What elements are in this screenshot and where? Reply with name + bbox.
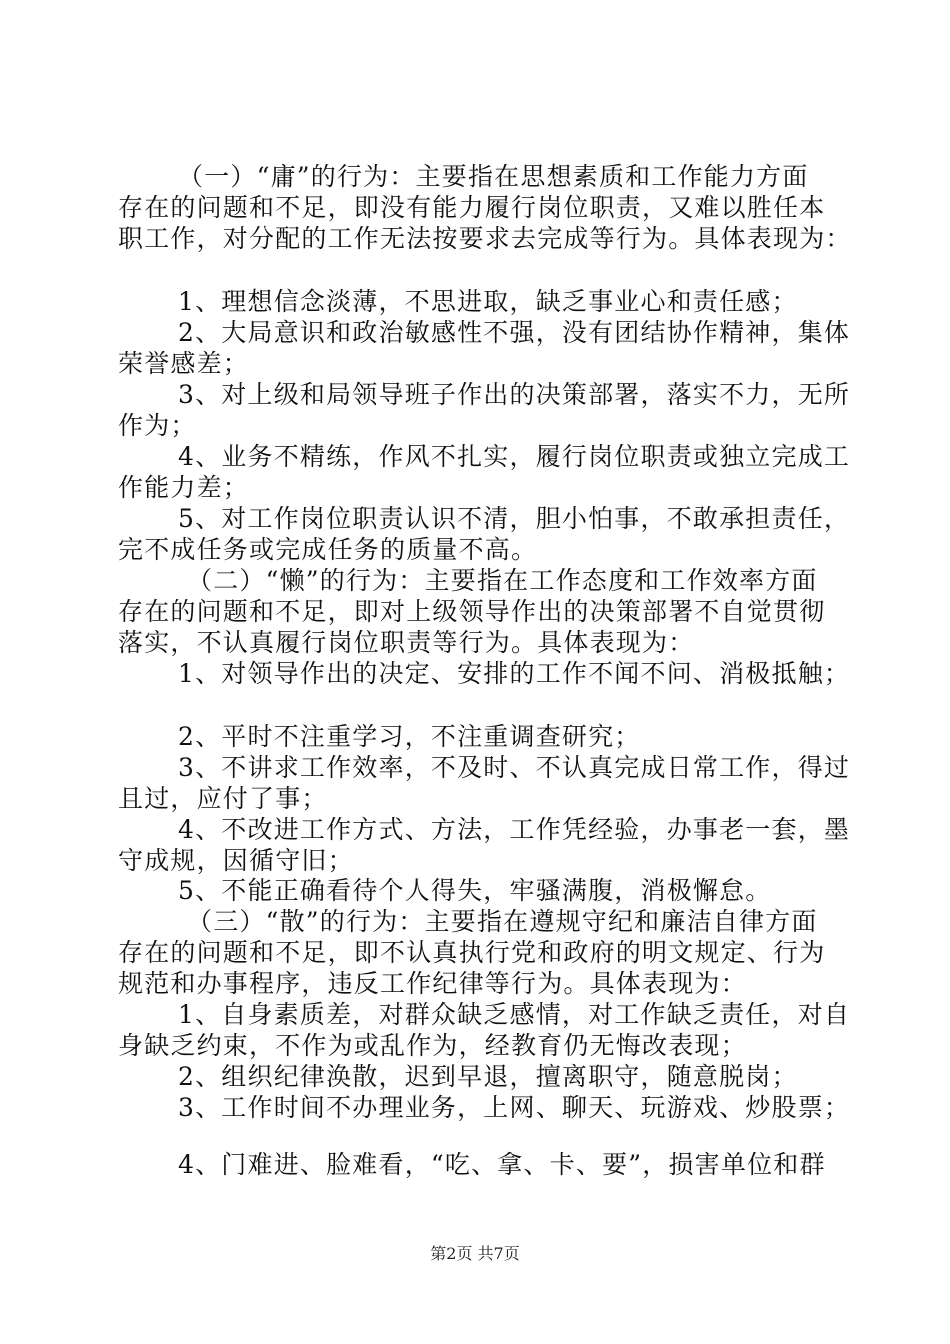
- text-line: 3、工作时间不办理业务，上网、聊天、玩游戏、炒股票；: [178, 1093, 851, 1122]
- text-line: 荣誉感差；: [118, 349, 250, 378]
- text-line: 职工作，对分配的工作无法按要求去完成等行为。具体表现为：: [118, 224, 852, 253]
- text-line: 守成规，因循守旧；: [118, 846, 354, 875]
- text-line: 作为；: [118, 411, 197, 440]
- text-line: （三）“散”的行为：主要指在遵规守纪和廉洁自律方面: [187, 907, 818, 936]
- text-line: 规范和办事程序，违反工作纪律等行为。具体表现为：: [118, 969, 747, 998]
- text-line: 4、业务不精练，作风不扎实，履行岗位职责或独立完成工: [178, 442, 851, 471]
- text-line: 2、平时不注重学习，不注重调查研究；: [178, 722, 641, 751]
- text-line: 且过，应付了事；: [118, 784, 328, 813]
- text-line: 完不成任务或完成任务的质量不高。: [118, 535, 538, 564]
- text-line: 1、理想信念淡薄，不思进取，缺乏事业心和责任感；: [178, 287, 798, 316]
- text-line: 2、组织纪律涣散，迟到早退，擅离职守，随意脱岗；: [178, 1062, 798, 1091]
- text-line: 存在的问题和不足，即不认真执行党和政府的明文规定、行为: [118, 938, 826, 967]
- text-line: 作能力差；: [118, 473, 250, 502]
- text-line: 身缺乏约束，不作为或乱作为，经教育仍无悔改表现；: [118, 1031, 747, 1060]
- text-line: （二）“懒”的行为：主要指在工作态度和工作效率方面: [187, 566, 818, 595]
- text-line: 存在的问题和不足，即没有能力履行岗位职责，又难以胜任本: [118, 193, 826, 222]
- text-line: 落实，不认真履行岗位职责等行为。具体表现为：: [118, 628, 695, 657]
- text-line: 5、对工作岗位职责认识不清，胆小怕事，不敢承担责任，: [178, 504, 851, 533]
- text-line: 1、对领导作出的决定、安排的工作不闻不问、消极抵触；: [178, 659, 851, 688]
- text-line: 5、不能正确看待个人得失，牢骚满腹，消极懈怠。: [178, 876, 772, 905]
- page-footer: 第2页 共7页: [430, 1244, 520, 1263]
- text-line: 4、不改进工作方式、方法，工作凭经验，办事老一套，墨: [178, 815, 851, 844]
- text-line: （一）“庸”的行为：主要指在思想素质和工作能力方面: [178, 162, 809, 191]
- text-line: 3、对上级和局领导班子作出的决策部署，落实不力，无所: [178, 380, 851, 409]
- text-line: 3、不讲求工作效率，不及时、不认真完成日常工作，得过: [178, 753, 851, 782]
- text-line: 2、大局意识和政治敏感性不强，没有团结协作精神，集体: [178, 318, 851, 347]
- text-line: 1、自身素质差，对群众缺乏感情，对工作缺乏责任，对自: [178, 1000, 851, 1029]
- text-line: 存在的问题和不足，即对上级领导作出的决策部署不自觉贯彻: [118, 597, 826, 626]
- text-line: 4、门难进、脸难看，“吃、拿、卡、要”，损害单位和群: [178, 1150, 826, 1179]
